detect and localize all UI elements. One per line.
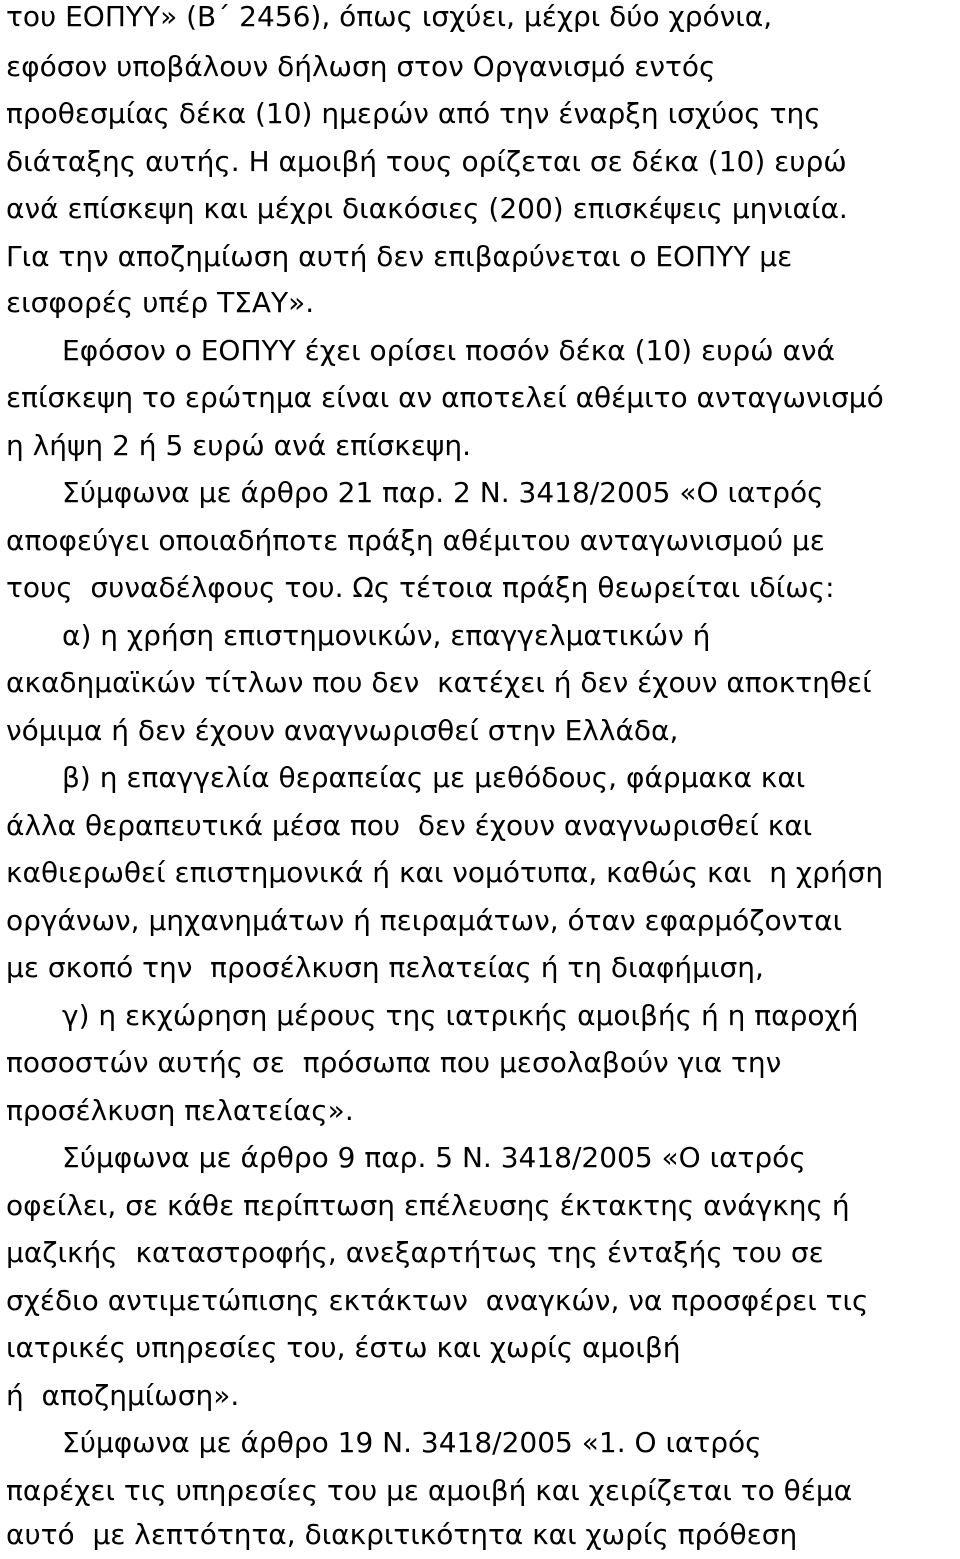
paragraph-first-line: Σύμφωνα με άρθρο 21 παρ. 2 Ν. 3418/2005 «Ο ιατρός — [62, 476, 824, 509]
list-item-first-line: α) η χρήση επιστημονικών, επαγγελματικών ή — [62, 619, 711, 652]
text-line: ανά επίσκεψη και μέχρι διακόσιες (200) επισκέψεις μηνιαία. — [6, 192, 848, 225]
text-line: οφείλει, σε κάθε περίπτωση επέλευσης έκτακτης ανάγκης ή — [6, 1189, 850, 1222]
text-line: προσέλκυση πελατείας». — [6, 1094, 354, 1127]
text-line: νόμιμα ή δεν έχουν αναγνωρισθεί στην Ελλάδα, — [6, 714, 679, 747]
text-line: διάταξης αυτής. Η αμοιβή τους ορίζεται σε δέκα (10) ευρώ — [6, 145, 847, 178]
list-item-first-line: β) η επαγγελία θεραπείας με μεθόδους, φάρμακα και — [62, 761, 806, 794]
text-line: προθεσμίας δέκα (10) ημερών από την έναρξη ισχύος της — [6, 97, 821, 130]
text-line: καθιερωθεί επιστημονικά ή και νομότυπα, καθώς και η χρήση — [6, 856, 884, 889]
text-line: Για την αποζημίωση αυτή δεν επιβαρύνεται ο ΕΟΠΥΥ με — [6, 240, 793, 273]
text-line: ακαδημαϊκών τίτλων που δεν κατέχει ή δεν έχουν αποκτηθεί — [6, 666, 872, 699]
text-line: αποφεύγει οποιαδήποτε πράξη αθέμιτου ανταγωνισμού με — [6, 524, 825, 557]
paragraph-first-line: Σύμφωνα με άρθρο 19 Ν. 3418/2005 «1. Ο ιατρός — [62, 1426, 762, 1459]
text-line: ποσοστών αυτής σε πρόσωπα που μεσολαβούν για την — [6, 1046, 782, 1079]
text-line: παρέχει τις υπηρεσίες του με αμοιβή και χειρίζεται το θέμα — [6, 1474, 853, 1507]
text-line: με σκοπό την προσέλκυση πελατείας ή τη διαφήμιση, — [6, 951, 764, 984]
text-line: οργάνων, μηχανημάτων ή πειραμάτων, όταν εφαρμόζονται — [6, 904, 843, 937]
text-line: η λήψη 2 ή 5 ευρώ ανά επίσκεψη. — [6, 429, 472, 462]
text-line: εισφορές υπέρ ΤΣΑΥ». — [6, 286, 315, 319]
text-line: άλλα θεραπευτικά μέσα που δεν έχουν αναγνωρισθεί και — [6, 809, 813, 842]
text-line: εφόσον υποβάλουν δήλωση στον Οργανισμό εντός — [6, 50, 716, 83]
text-line: ιατρικές υπηρεσίες του, έστω και χωρίς αμοιβή — [6, 1331, 681, 1364]
text-line: σχέδιο αντιμετώπισης εκτάκτων αναγκών, να προσφέρει τις — [6, 1284, 869, 1317]
text-line: μαζικής καταστροφής, ανεξαρτήτως της ένταξής του σε — [6, 1236, 824, 1269]
text-line: επίσκεψη το ερώτημα είναι αν αποτελεί αθέμιτο ανταγωνισμό — [6, 381, 884, 414]
text-line: ή αποζημίωση». — [6, 1379, 240, 1412]
text-line: αυτό με λεπτότητα, διακριτικότητα και χωρίς πρόθεση — [6, 1518, 798, 1551]
text-line: του ΕΟΠΥΥ» (Β΄ 2456), όπως ισχύει, μέχρι δύο χρόνια, — [6, 0, 773, 33]
paragraph-first-line: Σύμφωνα με άρθρο 9 παρ. 5 Ν. 3418/2005 «Ο ιατρός — [62, 1141, 806, 1174]
paragraph-first-line: Εφόσον ο ΕΟΠΥΥ έχει ορίσει ποσόν δέκα (10) ευρώ ανά — [62, 334, 836, 367]
text-line: τους συναδέλφους του. Ως τέτοια πράξη θεωρείται ιδίως: — [6, 571, 835, 604]
list-item-first-line: γ) η εκχώρηση μέρους της ιατρικής αμοιβής ή η παροχή — [62, 999, 859, 1032]
